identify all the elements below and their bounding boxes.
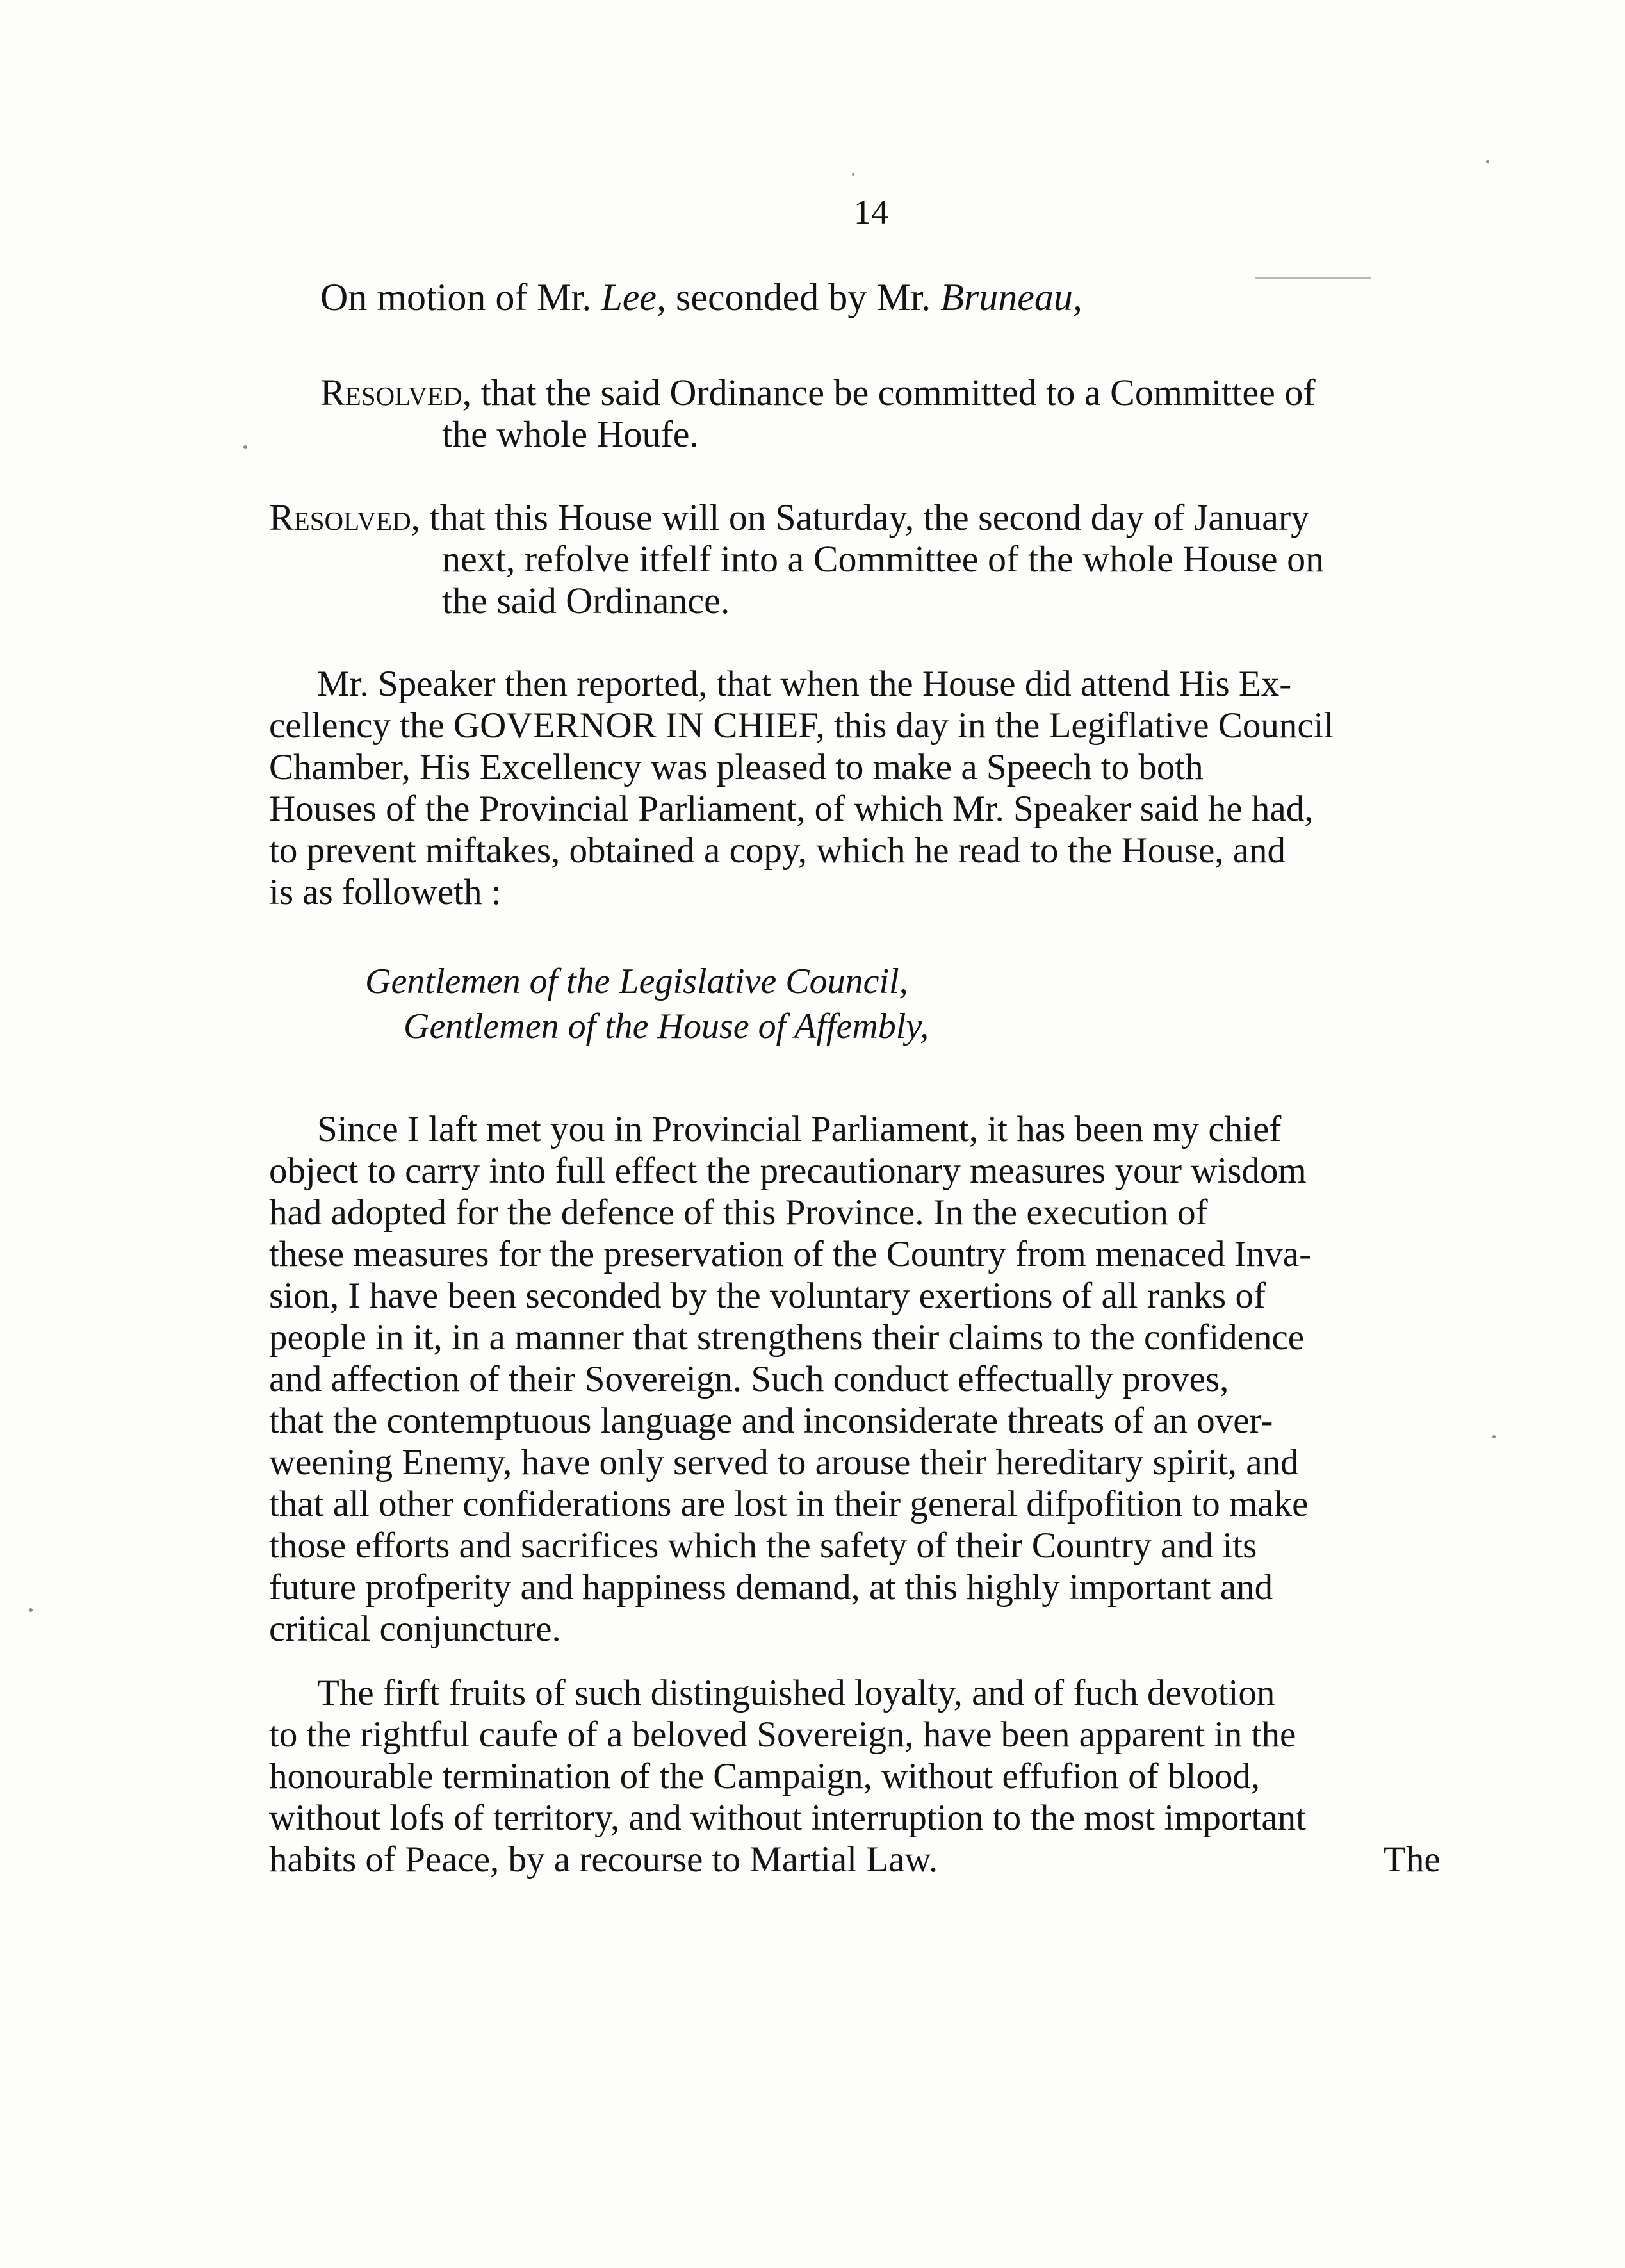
resolution-2-line-2: next, refolve itfelf into a Committee of the whole House on [442,538,1325,580]
report-line-5: to prevent miftakes, obtained a copy, which he read to the House, and [269,830,1286,871]
page-number: 14 [854,193,888,231]
speech-p2-line-3: honourable termination of the Campaign, without effufion of blood, [269,1756,1261,1796]
catchword: The [1384,1839,1441,1880]
scan-speck [852,173,854,176]
resolution-1-line-1: that the said Ordinance be committed to a Committee of [480,372,1316,413]
speech-p1-line-11: those efforts and sacrifices which the safety of their Country and its [269,1525,1257,1566]
scan-speck [1492,1435,1496,1438]
speech-p2-line-1: The firft fruits of such distinguished loyalty, and of fuch devotion [317,1673,1275,1713]
speech-p2-line-4: without lofs of territory, and without interruption to the most important [269,1798,1306,1838]
speech-p1-line-7: and affection of their Sovereign. Such conduct effectually proves, [269,1359,1229,1399]
report-line-4: Houses of the Provincial Parliament, of which Mr. Speaker said he had, [269,789,1314,829]
speech-p1-line-6: people in it, in a manner that strengthens their claims to the confidence [269,1317,1305,1358]
motion-line [320,275,1082,320]
report-line-2: cellency the GOVERNOR IN CHIEF, this day in the Legiflative Council [269,705,1334,746]
speech-p1-line-5: sion, I have been seconded by the voluntary exertions of all ranks of [269,1276,1266,1316]
resolution-1-lead: Resolved, [320,372,472,413]
scan-speck [1255,277,1371,279]
speech-p1-line-10: that all other confiderations are lost in their general difpofition to make [269,1484,1309,1524]
speech-p1-line-13: critical conjuncture. [269,1609,561,1649]
resolution-2 [269,497,1486,621]
motion-middle: seconded by Mr. [675,276,931,318]
report-line-3: Chamber, His Excellency was pleased to make a Speech to both [269,747,1204,787]
salutation-council: Gentlemen of the Legislative Council, [365,962,908,1001]
resolution-2-line-3: the said Ordinance. [442,580,730,621]
motion-seconder: Bruneau, [940,276,1082,318]
speech-p2-line-5: habits of Peace, by a recourse to Martial Law. [269,1839,938,1880]
motion-prefix: On motion of Mr. [320,276,592,318]
resolution-2-lead: Resolved, [269,497,421,538]
report-line-6: is as followeth : [269,872,502,912]
scan-speck [243,445,247,449]
speech-p1-line-8: that the contemptuous language and inconsiderate threats of an over- [269,1401,1273,1441]
scan-speck [29,1608,33,1612]
resolution-2-line-1: that this House will on Saturday, the second day of January [429,497,1310,538]
speech-p2-line-2: to the rightful caufe of a beloved Sovereign, have been apparent in the [269,1714,1296,1755]
report-line-1: Mr. Speaker then reported, that when the House did attend His Ex- [317,664,1292,704]
speech-p1-line-4: these measures for the preservation of the Country from menaced Inva- [269,1234,1312,1274]
scan-speck [1486,160,1489,163]
speaker-report [269,663,1334,913]
salutation-assembly: Gentlemen of the House of Affembly, [404,1007,929,1046]
speech-p1-line-2: object to carry into full effect the precautionary measures your wisdom [269,1151,1307,1191]
speech-p1-line-1: Since I laft met you in Provincial Parliament, it has been my chief [317,1109,1282,1149]
speech-paragraph-2 [269,1672,1306,1880]
motion-mover: Lee, [601,276,666,318]
resolution-1 [320,372,1473,455]
speech-paragraph-1 [269,1108,1311,1650]
speech-p1-line-3: had adopted for the defence of this Province. In the execution of [269,1192,1208,1233]
resolution-1-line-2: the whole Houfe. [442,413,699,455]
speech-p1-line-9: weening Enemy, have only served to arouse their hereditary spirit, and [269,1442,1299,1483]
speech-p1-line-12: future profperity and happiness demand, at this highly important and [269,1567,1273,1607]
